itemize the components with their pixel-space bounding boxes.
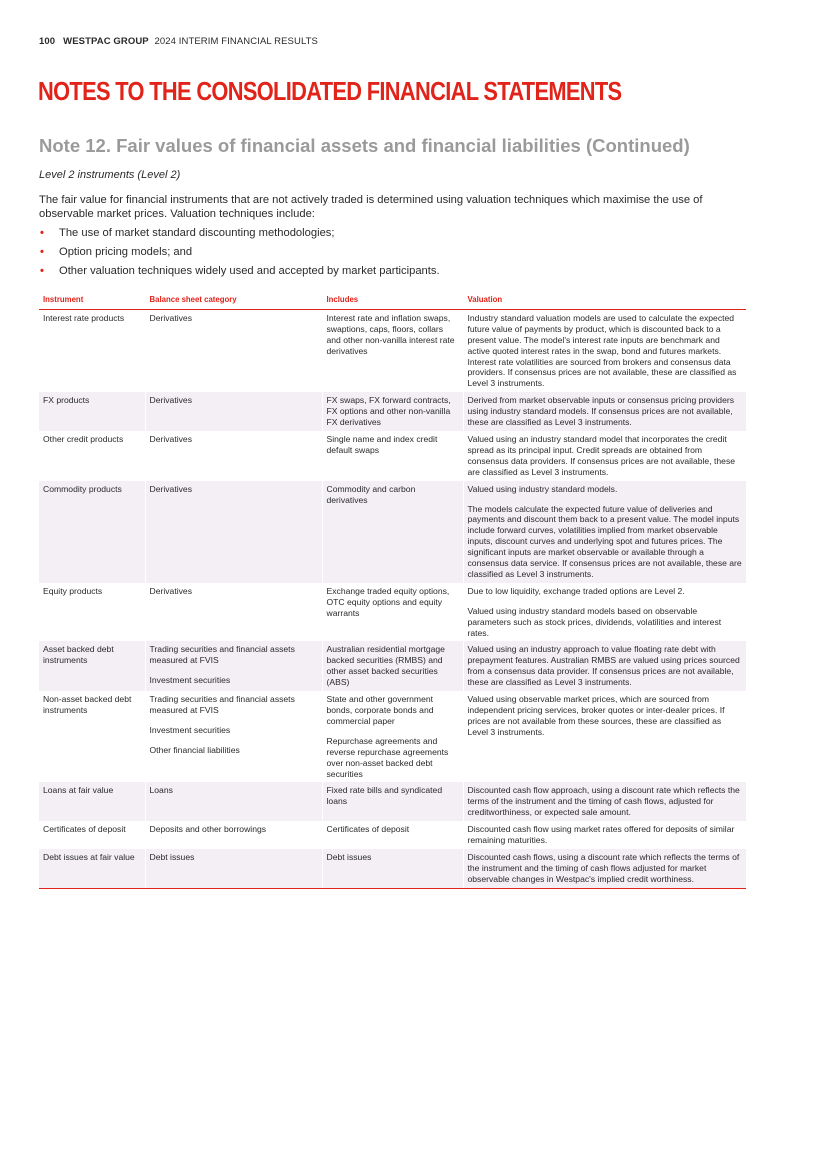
valuation-cell: Due to low liquidity, exchange traded options are Level 2. Valued using industry standard models based on observable parameters such as stock prices, dividends, volatilities and interest rates. (463, 583, 746, 642)
instrument-cell: FX products (39, 392, 145, 431)
includes-cell: Interest rate and inflation swaps, swaptions, caps, floors, collars and other non-vanilla interest rate derivatives (322, 309, 463, 392)
instrument-cell: Debt issues at fair value (39, 849, 145, 888)
column-header-valuation: Valuation (463, 293, 746, 309)
intro-paragraph: The fair value for financial instruments that are not actively traded is determined using valuation techniques which maximise the use of observable market prices. Valuation techniques include: (39, 194, 703, 220)
includes-cell: State and other government bonds, corporate bonds and commercial paper Repurchase agreements and reverse repurchase agreements over non-asset backed debt securities (322, 691, 463, 782)
valuation-cell: Discounted cash flow approach, using a discount rate which reflects the terms of the instrument and the timing of cash flows, adjusted for creditworthiness, or expected sale amount. (463, 782, 746, 821)
page-number: 100 (39, 36, 56, 47)
valuation-cell: Derived from market observable inputs or consensus pricing providers using industry standard models. If consensus prices are not available, these are classified as Level 3 instruments. (463, 392, 746, 431)
category-cell: Deposits and other borrowings (145, 821, 322, 849)
category-cell: Derivatives (145, 309, 322, 392)
instrument-cell: Interest rate products (43, 312, 125, 323)
level2-instruments-table (39, 293, 746, 889)
brand-name: WESTPAC GROUP (63, 36, 149, 47)
column-header-category: Balance sheet category (145, 293, 322, 309)
table-row (39, 641, 746, 691)
instrument-cell: Loans at fair value (39, 782, 145, 821)
table-row (39, 821, 746, 849)
instrument-cell: Non-asset backed debt instruments (43, 694, 132, 715)
includes-cell: FX swaps, FX forward contracts, FX options and other non-vanilla FX derivatives (322, 392, 463, 431)
bullet-icon: • (40, 246, 44, 258)
valuation-cell: Industry standard valuation models are used to calculate the expected future value of payments by product, which is discounted back to a present value. The model's interest rate inputs are benchmark and active quoted interest rates in the swap, bond and futures markets. Interest rate volatilities are sourced from brokers and consensus data providers. If consensus prices are not available, these are classified as Level 3 instruments. (463, 309, 746, 392)
includes-cell: Exchange traded equity options, OTC equity options and equity warrants (322, 583, 463, 642)
includes-cell: Debt issues (322, 849, 463, 888)
column-header-includes: Includes (322, 293, 463, 309)
includes-cell: Certificates of deposit (322, 821, 463, 849)
includes-cell: Single name and index credit default swaps (322, 431, 463, 481)
instrument-cell: Commodity products (39, 481, 145, 583)
table-row (39, 481, 746, 583)
category-cell: Loans (145, 782, 322, 821)
category-cell: Derivatives (145, 481, 322, 583)
table-row (39, 583, 746, 642)
valuation-cell: Valued using observable market prices, which are sourced from independent pricing services, broker quotes or inter-dealer prices. If prices are not available from these sources, these are classified as Level 3 instruments. (463, 691, 746, 782)
table-row (39, 431, 746, 481)
technique-list (39, 226, 739, 283)
category-cell: Debt issues (145, 849, 322, 888)
instrument-cell: Asset backed debt instruments (39, 641, 145, 691)
includes-cell: Australian residential mortgage backed securities (RMBS) and other asset backed securities (ABS) (322, 641, 463, 691)
list-item: • Option pricing models; and (40, 246, 193, 258)
note-heading: Note 12. Fair values of financial assets and financial liabilities (Continued) (39, 135, 690, 156)
list-item: • Other valuation techniques widely used and accepted by market participants. (40, 265, 440, 277)
table-row (39, 782, 746, 821)
document-name: 2024 INTERIM FINANCIAL RESULTS (154, 36, 318, 47)
list-item: • The use of market standard discounting methodologies; (40, 227, 335, 239)
instrument-cell: Other credit products (43, 433, 124, 444)
category-cell: Derivatives (145, 431, 322, 481)
page-header (39, 36, 318, 47)
instrument-cell: Certificates of deposit (43, 824, 126, 835)
valuation-cell: Valued using an industry approach to value floating rate debt with prepayment features. Australian RMBS are valued using prices sourced from a consensus data provider. If consensus prices are not available, these are classified as Level 3 instruments. (463, 641, 746, 691)
table-row (39, 392, 746, 431)
valuation-cell: Discounted cash flows, using a discount rate which reflects the terms of the instrument and the timing of cash flows adjusted for market observable changes in Westpac's implied credit worthiness. (463, 849, 746, 888)
page-title: NOTES TO THE CONSOLIDATED FINANCIAL STATEMENTS (38, 76, 622, 106)
section-subheading: Level 2 instruments (Level 2) (39, 169, 181, 181)
valuation-cell: Valued using an industry standard model that incorporates the credit spread as its principal input. Credit spreads are obtained from consensus data providers. If consensus prices are not available, these are classified as Level 3 instruments. (463, 431, 746, 481)
category-cell: Trading securities and financial assets measured at FVIS Investment securities Other financial liabilities (145, 691, 322, 782)
table-row (39, 309, 746, 392)
valuation-cell: Valued using industry standard models. The models calculate the expected future value of deliveries and payments and discount them back to a present value. The model inputs include forward curves, volatilities implied from market observable inputs, discount curves and underlying spot and futures prices. The significant inputs are market observable or available through a consensus data service. If consensus prices are not available, these are classified as Level 3 instruments. (463, 481, 746, 583)
bullet-icon: • (40, 265, 44, 277)
includes-cell: Commodity and carbon derivatives (322, 481, 463, 583)
table-header-row (39, 293, 746, 309)
includes-cell: Fixed rate bills and syndicated loans (322, 782, 463, 821)
instrument-cell: Equity products (43, 585, 103, 596)
category-cell: Trading securities and financial assets measured at FVIS Investment securities (145, 641, 322, 691)
category-cell: Derivatives (145, 392, 322, 431)
valuation-cell: Discounted cash flow using market rates offered for deposits of similar remaining maturities. (463, 821, 746, 849)
column-header-instrument: Instrument (39, 293, 145, 309)
bullet-icon: • (40, 227, 44, 239)
category-cell: Derivatives (145, 583, 322, 642)
table-row (39, 691, 746, 782)
table-row (39, 849, 746, 888)
